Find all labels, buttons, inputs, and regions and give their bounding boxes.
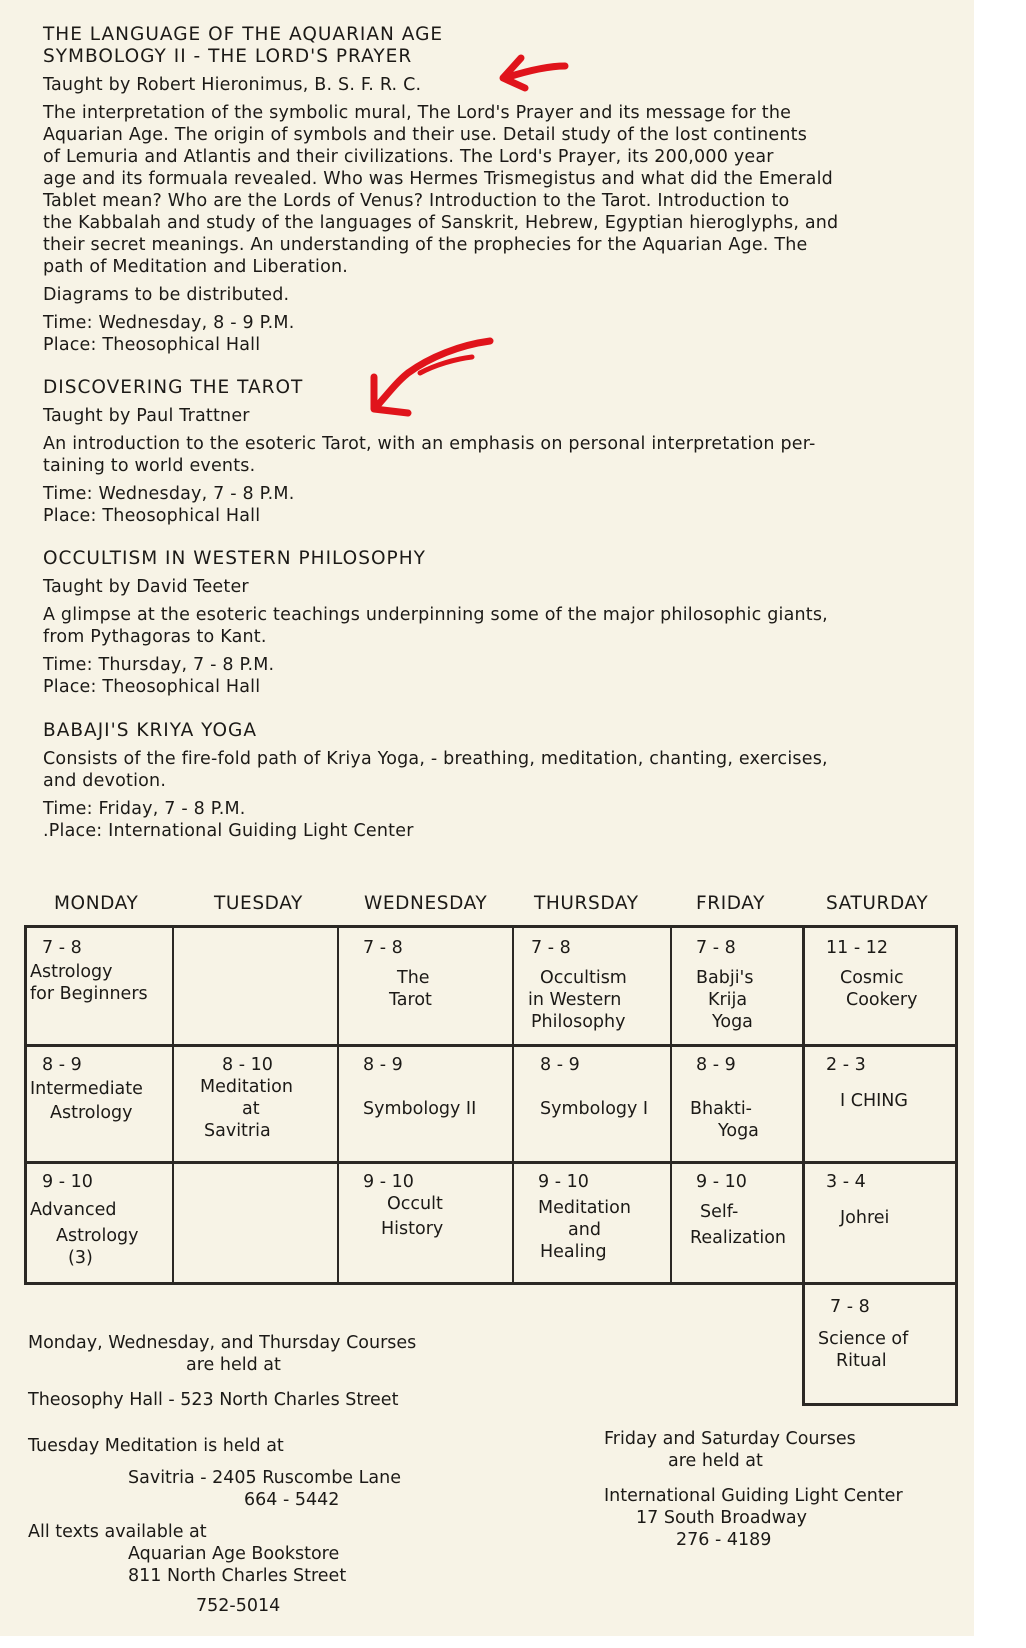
day-header: SATURDAY	[826, 893, 929, 914]
course-desc-line: An introduction to the esoteric Tarot, with an emphasis on personal interpretation per-	[43, 434, 816, 454]
savitria-address	[128, 1467, 401, 1511]
cell-text: Astrology	[50, 1103, 133, 1123]
info-line: are held at	[186, 1355, 281, 1375]
cell-text: in Western	[528, 990, 622, 1010]
grid-line	[24, 925, 27, 1285]
cell-time: 7 - 8	[363, 938, 403, 958]
cell-time: 8 - 9	[540, 1055, 580, 1075]
schedule-cell	[363, 1054, 476, 1120]
course-desc-line: A glimpse at the esoteric teachings underpinning some of the major philosophic giants,	[43, 605, 828, 625]
cell-text: and	[568, 1220, 601, 1240]
day-header: THURSDAY	[534, 893, 639, 914]
cell-text: Cosmic	[840, 968, 904, 988]
cell-text: Tarot	[389, 990, 432, 1010]
info-line: are held at	[668, 1451, 763, 1471]
cell-text: Johrei	[840, 1208, 890, 1228]
info-line: 811 North Charles Street	[128, 1566, 347, 1586]
info-line: 17 South Broadway	[636, 1508, 808, 1528]
cell-time: 7 - 8	[531, 938, 571, 958]
schedule-cell	[363, 1171, 443, 1240]
course-place: Place: Theosophical Hall	[43, 677, 261, 697]
schedule-cell	[30, 937, 148, 1005]
fri-sat-location-note	[604, 1428, 856, 1472]
grid-line	[24, 1282, 958, 1285]
cell-text: Ritual	[836, 1351, 887, 1371]
course-desc-line: path of Meditation and Liberation.	[43, 257, 349, 277]
grid-line	[24, 1044, 958, 1047]
cell-text: Yoga	[718, 1121, 759, 1141]
course-symbology	[43, 24, 923, 356]
info-line: Friday and Saturday Courses	[604, 1429, 856, 1449]
cell-text: History	[381, 1219, 444, 1239]
course-occultism	[43, 548, 923, 698]
info-line: International Guiding Light Center	[604, 1486, 903, 1506]
cell-text: Philosophy	[531, 1012, 626, 1032]
cell-text: Yoga	[712, 1012, 753, 1032]
grid-line	[670, 925, 672, 1285]
schedule-cell	[690, 1171, 786, 1249]
course-title: DISCOVERING THE TAROT	[43, 377, 304, 398]
info-line: Savitria - 2405 Ruscombe Lane	[128, 1468, 401, 1488]
theosophy-hall-address: Theosophy Hall - 523 North Charles Street	[28, 1390, 399, 1410]
course-desc-line: taining to world events.	[43, 456, 256, 476]
course-desc-line: Aquarian Age. The origin of symbols and their use. Detail study of the lost continents	[43, 125, 808, 145]
grid-line	[512, 925, 514, 1285]
cell-text: Cookery	[846, 990, 918, 1010]
info-line: 664 - 5442	[244, 1490, 340, 1510]
cell-text: Occult	[387, 1194, 443, 1214]
cell-time: 7 - 8	[830, 1297, 870, 1317]
course-teacher: Taught by Paul Trattner	[43, 406, 250, 426]
course-place: .Place: International Guiding Light Center	[43, 821, 414, 841]
course-kriya-yoga	[43, 720, 923, 842]
grid-line	[24, 1161, 958, 1164]
cell-text: Meditation	[538, 1198, 631, 1218]
course-time: Time: Thursday, 7 - 8 P.M.	[43, 655, 275, 675]
day-header: FRIDAY	[696, 893, 765, 914]
red-arrow-icon	[495, 46, 575, 96]
cell-text: Advanced	[30, 1200, 117, 1220]
course-place: Place: Theosophical Hall	[43, 506, 261, 526]
cell-time: 3 - 4	[826, 1172, 866, 1192]
igl-center-address	[604, 1485, 903, 1551]
cell-text: Meditation	[200, 1077, 293, 1097]
cell-text: Bhakti-	[690, 1099, 752, 1119]
schedule-cell	[363, 937, 432, 1011]
cell-text: I CHING	[840, 1091, 908, 1111]
day-header: TUESDAY	[214, 893, 303, 914]
schedule-cell	[30, 1054, 143, 1124]
cell-time: 8 - 9	[42, 1055, 82, 1075]
cell-text: (3)	[68, 1248, 93, 1268]
schedule-cell	[30, 1171, 139, 1269]
cell-text: Science of	[818, 1329, 909, 1349]
cell-text: Symbology I	[540, 1099, 649, 1119]
cell-text: Astrology	[30, 962, 113, 982]
cell-text: Babji's	[696, 968, 754, 988]
grid-line	[955, 925, 958, 1406]
cell-text: Realization	[690, 1228, 787, 1248]
schedule-cell	[538, 1171, 631, 1263]
schedule-cell	[826, 937, 917, 1011]
day-header: MONDAY	[54, 893, 139, 914]
page-margin	[0, 1636, 1026, 1648]
cell-time: 9 - 10	[42, 1172, 93, 1192]
grid-line	[172, 925, 174, 1285]
cell-time: 7 - 8	[696, 938, 736, 958]
cell-time: 7 - 8	[42, 938, 82, 958]
schedule-cell	[826, 1054, 908, 1112]
day-header: WEDNESDAY	[364, 893, 488, 914]
schedule-cell	[540, 1054, 648, 1120]
course-place: Place: Theosophical Hall	[43, 335, 261, 355]
schedule-cell	[696, 937, 754, 1033]
info-line: Monday, Wednesday, and Thursday Courses	[28, 1333, 417, 1353]
schedule-cell	[200, 1054, 293, 1142]
course-desc-line: and devotion.	[43, 771, 167, 791]
course-time: Time: Friday, 7 - 8 P.M.	[43, 799, 246, 819]
cell-text: Healing	[540, 1242, 607, 1262]
schedule-cell-extra	[818, 1296, 909, 1372]
course-desc-line: Consists of the fire-fold path of Kriya Yoga, - breathing, meditation, chanting, exercises,	[43, 749, 828, 769]
cell-time: 8 - 10	[222, 1055, 273, 1075]
bookstore-info	[28, 1521, 346, 1617]
cell-time: 9 - 10	[363, 1172, 414, 1192]
course-teacher: Taught by Robert Hieronimus, B. S. F. R. C.	[43, 75, 422, 95]
course-teacher: Taught by David Teeter	[43, 577, 249, 597]
schedule-cell	[528, 937, 627, 1033]
cell-time: 9 - 10	[696, 1172, 747, 1192]
grid-line	[337, 925, 339, 1285]
schedule-cell	[690, 1054, 759, 1142]
cell-text: Intermediate	[30, 1079, 143, 1099]
cell-text: Astrology	[56, 1226, 139, 1246]
course-desc-line: of Lemuria and Atlantis and their civilizations. The Lord's Prayer, its 200,000 year	[43, 147, 774, 167]
course-time: Time: Wednesday, 7 - 8 P.M.	[43, 484, 295, 504]
info-line: Aquarian Age Bookstore	[128, 1544, 340, 1564]
red-arrow-icon	[360, 333, 500, 423]
grid-line	[24, 925, 958, 928]
course-desc-line: age and its formuala revealed. Who was Hermes Trismegistus and what did the Emerald	[43, 169, 833, 189]
cell-text: Self-	[700, 1202, 739, 1222]
grid-line	[802, 925, 805, 1406]
cell-text: Symbology II	[363, 1099, 477, 1119]
cell-text: Krija	[708, 990, 748, 1010]
schedule-cell	[826, 1171, 889, 1229]
course-title: THE LANGUAGE OF THE AQUARIAN AGE	[43, 24, 444, 45]
course-desc-line: the Kabbalah and study of the languages of Sanskrit, Hebrew, Egyptian hieroglyphs, and	[43, 213, 839, 233]
info-line: 276 - 4189	[676, 1530, 772, 1550]
course-note: Diagrams to be distributed.	[43, 285, 290, 305]
info-line: 752-5014	[196, 1596, 281, 1616]
tuesday-meditation-note: Tuesday Meditation is held at	[28, 1436, 284, 1456]
course-title: OCCULTISM IN WESTERN PHILOSOPHY	[43, 548, 426, 569]
cell-text: at	[242, 1099, 260, 1119]
info-line: All texts available at	[28, 1522, 207, 1542]
course-desc-line: their secret meanings. An understanding of the prophecies for the Aquarian Age. The	[43, 235, 808, 255]
course-subtitle: SYMBOLOGY II - THE LORD'S PRAYER	[43, 46, 413, 67]
cell-time: 8 - 9	[363, 1055, 403, 1075]
course-time: Time: Wednesday, 8 - 9 P.M.	[43, 313, 295, 333]
cell-text: Occultism	[540, 968, 627, 988]
mwt-location-note	[28, 1332, 416, 1376]
course-desc-line: from Pythagoras to Kant.	[43, 627, 267, 647]
course-title: BABAJI'S KRIYA YOGA	[43, 720, 257, 741]
course-desc-line: Tablet mean? Who are the Lords of Venus? Introduction to the Tarot. Introduction to	[43, 191, 790, 211]
cell-time: 11 - 12	[826, 938, 888, 958]
cell-time: 2 - 3	[826, 1055, 866, 1075]
grid-line	[802, 1403, 958, 1406]
course-desc-line: The interpretation of the symbolic mural, The Lord's Prayer and its message for the	[43, 103, 792, 123]
cell-text: The	[397, 968, 430, 988]
cell-time: 8 - 9	[696, 1055, 736, 1075]
cell-text: Savitria	[204, 1121, 271, 1141]
cell-text: for Beginners	[30, 984, 148, 1004]
cell-time: 9 - 10	[538, 1172, 589, 1192]
page-margin	[974, 0, 1026, 1648]
